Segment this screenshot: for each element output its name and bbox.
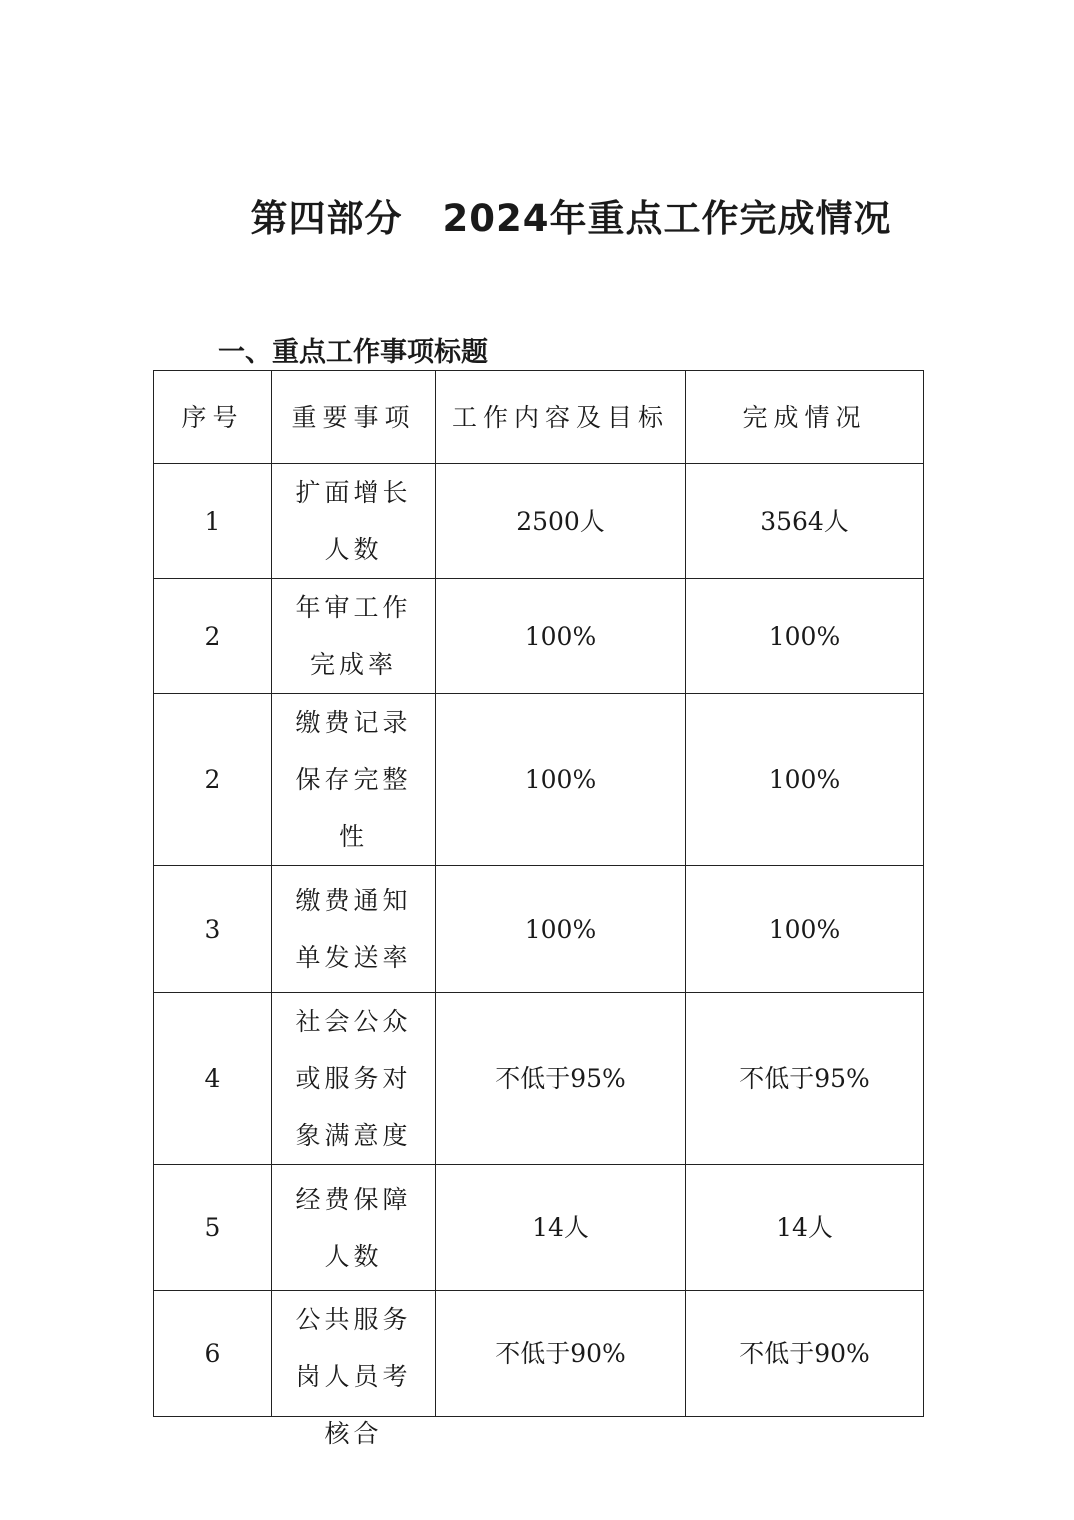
- header-no: 序号: [154, 371, 272, 464]
- row-no: 3: [154, 866, 272, 993]
- table-row: [154, 579, 924, 694]
- section-heading: 一、重点工作事项标题: [218, 337, 488, 368]
- row-result: 100%: [686, 866, 924, 993]
- row-result: 100%: [686, 579, 924, 694]
- header-item: 重要事项: [272, 371, 436, 464]
- row-no: 5: [154, 1165, 272, 1291]
- page-title: [0, 188, 1074, 242]
- row-item: 年审工作完成率: [272, 579, 436, 694]
- row-target: 2500人: [436, 464, 686, 579]
- table-row: [154, 464, 924, 579]
- row-no: 2: [154, 694, 272, 866]
- title-part: 第四部分: [250, 197, 403, 240]
- row-result: 3564人: [686, 464, 924, 579]
- header-result: 完成情况: [686, 371, 924, 464]
- row-result: 100%: [686, 694, 924, 866]
- row-result: 14人: [686, 1165, 924, 1291]
- row-item: 扩面增长人数: [272, 464, 436, 579]
- title-text: 2024年重点工作完成情况: [442, 197, 892, 240]
- row-no: 4: [154, 993, 272, 1165]
- table-header-row: [154, 371, 924, 464]
- table-row: [154, 1291, 924, 1417]
- row-target: 14人: [436, 1165, 686, 1291]
- row-target: 100%: [436, 579, 686, 694]
- header-target: 工作内容及目标: [436, 371, 686, 464]
- row-item: 公共服务岗人员考核合: [272, 1291, 436, 1417]
- table-row: [154, 866, 924, 993]
- row-target: 不低于95%: [436, 993, 686, 1165]
- row-item: 社会公众或服务对象满意度: [272, 993, 436, 1165]
- row-item: 缴费记录保存完整性: [272, 694, 436, 866]
- row-no: 6: [154, 1291, 272, 1417]
- work-items-table: [153, 370, 924, 1448]
- row-result: 不低于95%: [686, 993, 924, 1165]
- row-target: 不低于90%: [436, 1291, 686, 1417]
- table-row: [154, 993, 924, 1165]
- row-target: 100%: [436, 694, 686, 866]
- row-no: 2: [154, 579, 272, 694]
- row-no: 1: [154, 464, 272, 579]
- table-row: [154, 694, 924, 866]
- row-item: 缴费通知单发送率: [272, 866, 436, 993]
- row-result: 不低于90%: [686, 1291, 924, 1417]
- row-target: 100%: [436, 866, 686, 993]
- table-row: [154, 1165, 924, 1291]
- row-item: 经费保障人数: [272, 1165, 436, 1291]
